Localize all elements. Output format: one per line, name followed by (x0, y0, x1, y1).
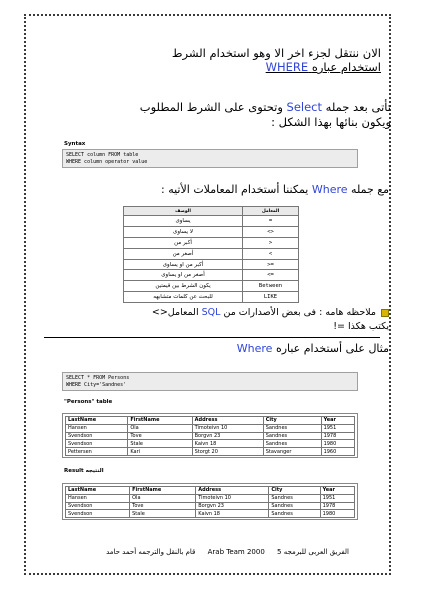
intro-heading (172, 46, 381, 74)
operators-header-row (124, 207, 299, 216)
table-row (66, 424, 355, 432)
table-row (66, 432, 355, 440)
operator-symbol: LIKE (243, 292, 299, 303)
select-line-2: ويكون بنائها بهذا الشكل : (271, 115, 391, 129)
table-cell: Sandnes (269, 494, 320, 502)
table-cell: Sandnes (263, 424, 321, 432)
operator-row (124, 248, 299, 259)
table-cell: Stavanger (263, 448, 321, 456)
note-text-a: ملاحظه هامه : فى بعض الأصدارات من (223, 307, 376, 318)
table-cell: Stale (130, 510, 196, 518)
result-table (65, 486, 355, 518)
table-cell: Stale (128, 440, 192, 448)
persons-header-row (66, 417, 355, 425)
operator-description: لا يساوى (124, 226, 243, 237)
example-where-keyword: Where (236, 342, 273, 355)
table-cell: 1951 (320, 494, 354, 502)
column-header: FirstName (128, 417, 192, 425)
table-cell: Tove (128, 432, 192, 440)
table-cell: Sandnes (269, 510, 320, 518)
table-cell: Svendson (66, 510, 130, 518)
footer-page-number: 5 (277, 548, 282, 556)
table-row (66, 448, 355, 456)
operators-intro-a: مع جمله (351, 183, 389, 196)
table-cell: 1980 (321, 440, 354, 448)
example-title (237, 342, 389, 356)
operator-symbol: Between (243, 281, 299, 292)
persons-table-label: "Persons" table (64, 399, 113, 405)
operators-intro-b: يمكننا أستخدام المعاملات الأتيه : (161, 183, 309, 196)
operator-description: يكون الشرط بين قيمتين (124, 281, 243, 292)
table-cell: Sandnes (263, 432, 321, 440)
operator-symbol: = (243, 216, 299, 227)
note-paragraph (152, 306, 389, 334)
operators-intro (161, 183, 389, 197)
table-cell: 1980 (320, 510, 354, 518)
operator-symbol: < (243, 248, 299, 259)
operator-symbol: >= (243, 259, 299, 270)
syntax-label: Syntax (64, 141, 86, 147)
operators-table (123, 206, 299, 303)
column-header: City (263, 417, 321, 425)
operator-description: يساوى (124, 216, 243, 227)
operator-row (124, 216, 299, 227)
operator-row (124, 270, 299, 281)
table-cell: Pettersen (66, 448, 128, 456)
table-cell: Borgvn 23 (192, 432, 263, 440)
note-text-b: المعامل<> (151, 307, 199, 318)
note-bullet-icon (381, 309, 389, 317)
table-cell: Storgt 20 (192, 448, 263, 456)
table-cell: Kaivn 18 (192, 440, 263, 448)
table-cell: 1978 (320, 502, 354, 510)
sql-keyword: SQL (201, 307, 221, 318)
operator-symbol: > (243, 237, 299, 248)
result-label: Result النتيجه (64, 468, 104, 474)
operator-row (124, 226, 299, 237)
table-row (66, 494, 355, 502)
operator-description: أكبر من او يساوى (124, 259, 243, 270)
page-footer (96, 548, 349, 556)
operator-description: أكبر من (124, 237, 243, 248)
column-header: Address (192, 417, 263, 425)
table-row (66, 440, 355, 448)
where-keyword: WHERE (265, 60, 309, 74)
syntax-code: SELECT column FROM table WHERE column operator value (62, 149, 358, 168)
table-cell: Sandnes (263, 440, 321, 448)
table-cell: Hansen (66, 494, 130, 502)
column-header: City (269, 487, 320, 495)
table-cell: 1978 (321, 432, 354, 440)
operator-description: أصغر من (124, 248, 243, 259)
operator-row (124, 237, 299, 248)
persons-table (65, 416, 355, 456)
table-cell: Svendson (66, 502, 130, 510)
table-row (66, 510, 355, 518)
table-cell: 1960 (321, 448, 354, 456)
select-paragraph (140, 100, 391, 130)
operator-row (124, 259, 299, 270)
table-cell: Hansen (66, 424, 128, 432)
table-cell: Timoteivn 10 (192, 424, 263, 432)
note-line-2: يكتب هكذا =! (333, 321, 389, 332)
column-header: LastName (66, 417, 128, 425)
operator-symbol: <= (243, 270, 299, 281)
table-row (66, 502, 355, 510)
table-cell: Svendson (66, 432, 128, 440)
column-header: Year (320, 487, 354, 495)
table-cell: Ola (130, 494, 196, 502)
table-cell: Borgvn 23 (196, 502, 269, 510)
column-header: Address (196, 487, 269, 495)
note-line-1 (152, 306, 389, 320)
operator-description: أصغر من او يساوى (124, 270, 243, 281)
operator-symbol: <> (243, 226, 299, 237)
footer-credit: قام بالنقل والترجمه أحمد حامد (106, 548, 196, 556)
footer-team: الفريق العربى للبرمجه Arab Team 2000 (207, 548, 349, 556)
column-header: FirstName (130, 487, 196, 495)
example-code: SELECT * FROM Persons WHERE City='Sandnes' (62, 372, 358, 391)
table-cell: Tove (130, 502, 196, 510)
table-cell: Timoteivn 10 (196, 494, 269, 502)
intro-line-2-prefix: استخدام عباره (311, 60, 381, 74)
operator-row (124, 292, 299, 303)
result-header-row (66, 487, 355, 495)
persons-table-box (62, 413, 358, 458)
column-header: LastName (66, 487, 130, 495)
result-table-box (62, 483, 358, 520)
operators-header-description: الوصف (124, 207, 243, 216)
select-line-1 (140, 100, 391, 115)
select-text-a: تأتى بعد جمله (325, 100, 391, 114)
example-title-text: مثال على أستخدام عباره (275, 342, 389, 355)
column-header: Year (321, 417, 354, 425)
table-cell: Kari (128, 448, 192, 456)
section-divider (44, 337, 380, 338)
table-cell: Sandnes (269, 502, 320, 510)
operators-header-operator: المعامل (243, 207, 299, 216)
table-cell: 1951 (321, 424, 354, 432)
operator-description: للبحث عن كلمات متشابهه (124, 292, 243, 303)
table-cell: Kaivn 18 (196, 510, 269, 518)
intro-line-1: الان ننتقل لجزء اخر الا وهو استخدام الشرط (171, 46, 381, 60)
table-cell: Svendson (66, 440, 128, 448)
operator-row (124, 281, 299, 292)
select-keyword: Select (286, 100, 323, 114)
select-text-b: وتحتوى على الشرط المطلوب (139, 100, 283, 114)
intro-line-2 (172, 60, 381, 74)
operators-where-keyword: Where (311, 183, 348, 196)
table-cell: Ola (128, 424, 192, 432)
